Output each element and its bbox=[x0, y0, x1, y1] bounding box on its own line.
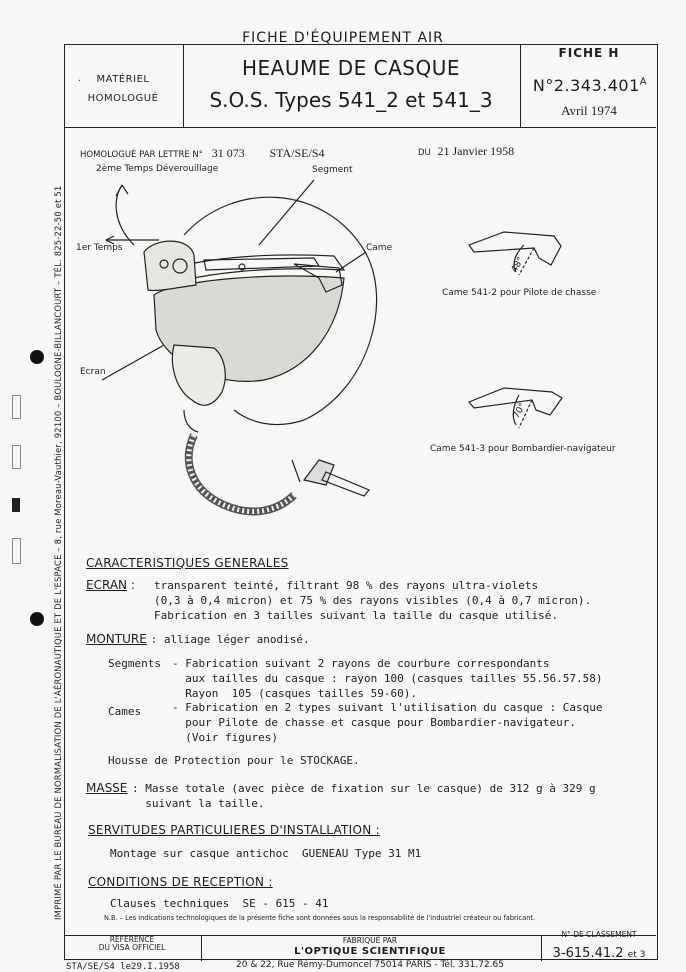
segments-text: - Fabrication suivant 2 rayons de courbure correspondants aux tailles du casque : rayon 100 (casques tailles 55.56.57.58) Rayon 105 (casques tailles 59-60). bbox=[172, 657, 603, 700]
status-line-2: HOMOLOGUÉ bbox=[87, 93, 159, 104]
scan-mark bbox=[12, 395, 21, 419]
fiche-label: FICHE H bbox=[558, 46, 620, 60]
homologation-du: DU bbox=[418, 148, 431, 158]
fab-address: 20 & 22, Rue Rémy-Dumoncel 75014 PARIS - Tél. 331.72.65 bbox=[236, 960, 504, 970]
ecran-text: transparent teinté, filtrant 98 % des rayons ultra-violets (0,3 à 0,4 micron) et 75 % des rayons visibles (0,4 à 0,7 micron). Fabrication en 3 tailles suivant la taille du casque utilisé. bbox=[154, 579, 592, 622]
cam-541-3-angle: 70° bbox=[511, 401, 529, 421]
section-servitudes-title: SERVITUDES PARTICULIERES D'INSTALLATION : bbox=[88, 823, 380, 837]
monture-block bbox=[86, 632, 310, 646]
status-line-1: MATÉRIEL bbox=[96, 74, 150, 85]
visa-label-block bbox=[64, 936, 200, 952]
nb-note: N.B. – Les indications technologiques de la présente fiche sont données sous la responsabilité de l'industriel créateur ou fabricant. bbox=[104, 914, 536, 922]
sheet-title: FICHE D'ÉQUIPEMENT AIR bbox=[242, 30, 444, 46]
housse-text: Housse de Protection pour le STOCKAGE. bbox=[108, 754, 360, 767]
fab-company: L'OPTIQUE SCIENTIFIQUE bbox=[294, 946, 446, 957]
visa-label-1: REFERENCE bbox=[109, 935, 155, 944]
bullet-mark: · bbox=[78, 76, 82, 87]
fiche-suffix: A bbox=[639, 76, 648, 88]
scan-mark bbox=[12, 445, 21, 469]
masse-text: : Masse totale (avec pièce de fixation sur le casque) de 312 g à 329 g suivant la taille. bbox=[132, 782, 596, 810]
cames-label: Cames bbox=[108, 705, 142, 718]
label-came: Came bbox=[366, 243, 393, 253]
cam-541-2-angle: 48° bbox=[509, 255, 527, 275]
ecran-label-block: ECRAN : bbox=[86, 578, 135, 592]
item-title: HEAUME DE CASQUE bbox=[242, 56, 460, 80]
class-value: 3-615.41.2 bbox=[552, 946, 624, 961]
ecran-label: ECRAN bbox=[86, 578, 127, 592]
servitudes-text: Montage sur casque antichoc GUENEAU Type 31 M1 bbox=[110, 847, 422, 860]
label-ecran: Ecran bbox=[80, 367, 106, 377]
homologation-number: 31 073 bbox=[211, 146, 245, 160]
header-divider bbox=[65, 127, 656, 128]
homologation-date: 21 Janvier 1958 bbox=[437, 144, 515, 158]
fiche-number-block bbox=[522, 76, 658, 95]
item-subtitle: S.O.S. Types 541_2 et 541_3 bbox=[209, 88, 493, 112]
cam-541-3-caption: Came 541-3 pour Bombardier-navigateur bbox=[430, 444, 616, 454]
section-reception-title: CONDITIONS DE RECEPTION : bbox=[88, 875, 273, 889]
homologation-ref: STA/SE/S4 bbox=[269, 146, 325, 160]
label-segment: Segment bbox=[312, 165, 353, 175]
printer-imprint: IMPRIMÉ PAR LE BUREAU DE NORMALISATION DE L'AÉRONAUTIQUE ET DE L'ESPACE – 8, rue Moreau-Vauthier, 92100 – BOULOGNE-BILLANCOURT – TÉL. 825-22-50 et 51 bbox=[53, 185, 63, 920]
cames-text: - Fabrication en 2 types suivant l'utilisation du casque : Casque pour Pilote de chasse et casque pour Bombardier-navigateur. (Voir figures) bbox=[172, 701, 603, 744]
class-label: N° DE CLASSEMENT bbox=[561, 930, 637, 939]
reception-text: Clauses techniques SE - 615 - 41 bbox=[110, 897, 329, 910]
masse-label-block bbox=[86, 781, 127, 795]
label-1er-temps: 1er Temps bbox=[76, 243, 123, 253]
homologation-line bbox=[80, 146, 325, 161]
helmet-drawing bbox=[64, 160, 658, 555]
fab-label: FABRIQUÉ PAR bbox=[342, 936, 398, 945]
monture-text: : alliage léger anodisé. bbox=[150, 633, 310, 646]
fiche-number: N°2.343.401 bbox=[532, 76, 640, 95]
segments-label: Segments bbox=[108, 657, 161, 670]
scan-mark bbox=[12, 538, 21, 564]
class-suffix: et 3 bbox=[627, 950, 646, 960]
class-value-block bbox=[540, 946, 658, 961]
status-block bbox=[64, 70, 182, 108]
binder-hole bbox=[30, 350, 44, 364]
visa-label-2: DU VISA OFFICIEL bbox=[98, 943, 166, 952]
cam-541-2-caption: Came 541-2 pour Pilote de chasse bbox=[442, 288, 597, 298]
fiche-date: Avril 1974 bbox=[561, 103, 617, 118]
masse-label: MASSE bbox=[86, 781, 128, 795]
monture-label: MONTURE bbox=[86, 632, 147, 646]
scan-mark bbox=[12, 498, 20, 512]
homologation-prefix: HOMOLOGUÉ PAR LETTRE N° bbox=[80, 150, 204, 160]
binder-hole bbox=[30, 612, 44, 626]
homologation-date-line bbox=[418, 144, 514, 159]
visa-value: STA/SE/S4 le29.I.1958 bbox=[66, 962, 180, 972]
label-2eme-temps: 2ème Temps Déverouillage bbox=[96, 164, 219, 174]
section-caracteristiques-title: CARACTERISTIQUES GENERALES bbox=[86, 556, 289, 570]
